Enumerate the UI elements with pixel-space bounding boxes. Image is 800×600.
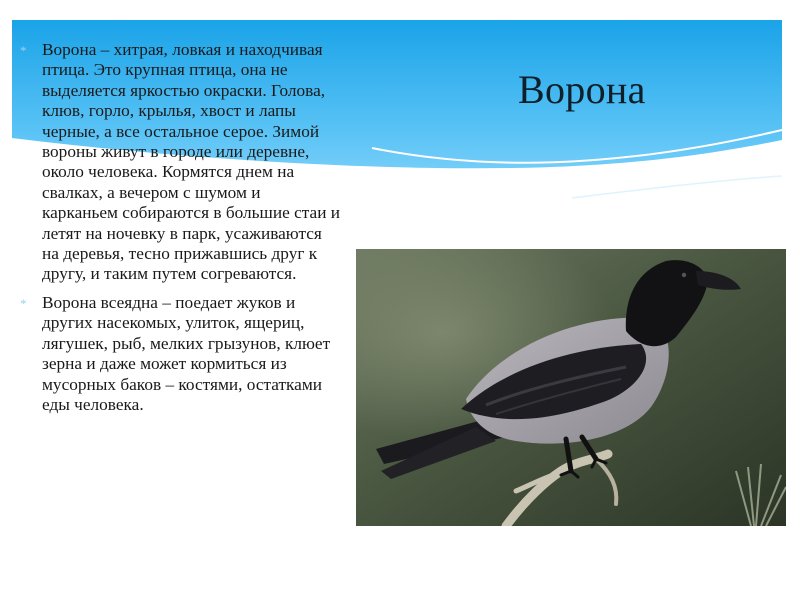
crow-photo (356, 249, 786, 526)
paragraph-diet (20, 293, 340, 415)
slide-title: Ворона (518, 67, 646, 112)
bullet-icon: * (20, 43, 27, 58)
text-body (20, 40, 340, 423)
paragraph-text: Ворона – хитрая, ловкая и находчивая птица. Это крупная птица, она не выделяется яркостью окраски. Голова, клюв, горло, крылья, хвост и лапы черные, а все остальное серое. Зимой вороны живут в городе или деревне, около человека. Кормятся днем на свалках, а вечером с шумом и карканьем собираются в большие стаи и летят на ночевку в парк, усаживаются на деревья, тесно прижавшись друг к другу, и таким путем согреваются. (42, 40, 341, 284)
paragraph-text: Ворона всеядна – поедает жуков и других насекомых, улиток, ящериц, лягушек, рыб, мелких грызунов, клюет зерна и даже может кормиться из мусорных баков – костями, остатками еды человека. (42, 292, 331, 414)
paragraph-appearance (20, 40, 340, 285)
bullet-icon: * (20, 295, 27, 311)
